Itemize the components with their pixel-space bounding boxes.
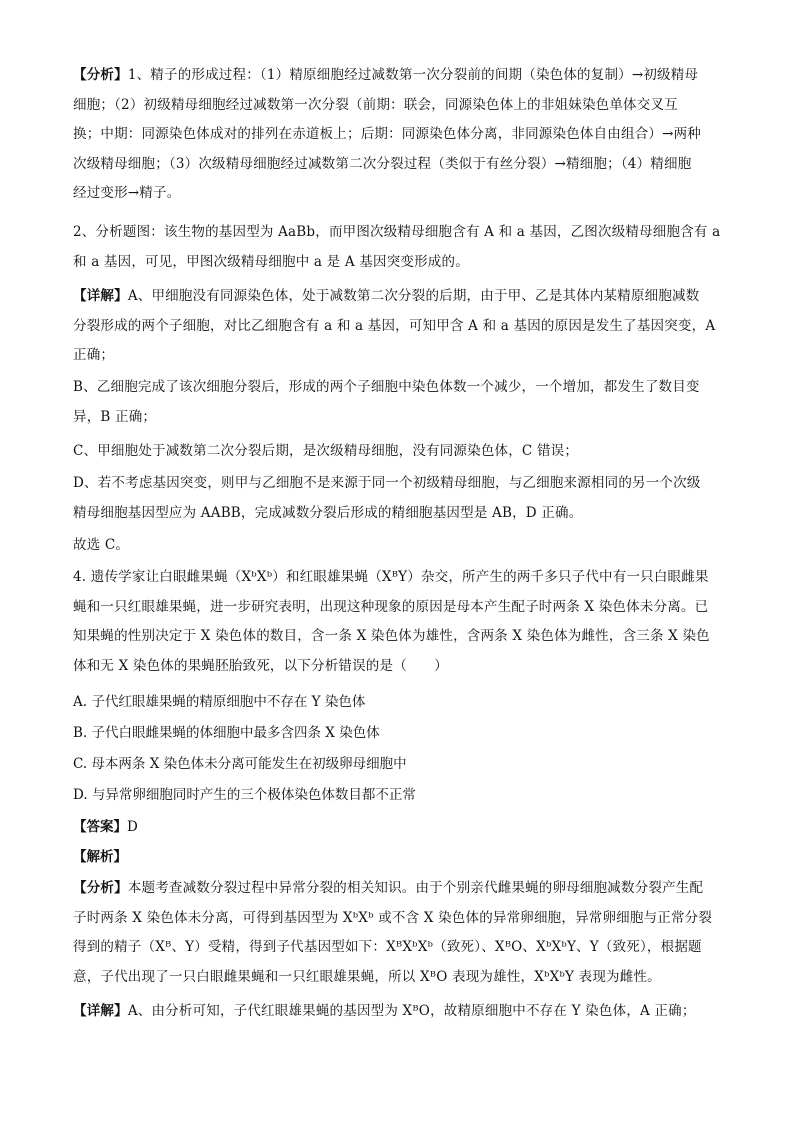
detail-2-paragraph xyxy=(73,997,723,1027)
text-line: 和 a 基因，可见，甲图次级精母细胞中 a 是 A 基因突变形成的。 xyxy=(73,253,469,270)
option-a: A. 子代红眼雄果蝇的精原细胞中不存在 Y 染色体 xyxy=(73,694,366,710)
question-4-stem xyxy=(73,563,723,681)
text-line: 1、精子的形成过程：（1）精原细胞经过减数第一次分裂前的间期（染色体的复制）→初级精母 xyxy=(127,67,699,83)
choice-conclusion xyxy=(73,531,723,561)
text-line: A、由分析可知，子代红眼雄果蝇的基因型为 XᴮO，故精原细胞中不存在 Y 染色体，A 正确； xyxy=(127,1003,696,1019)
text-line: 子时两条 X 染色体未分离，可得到基因型为 XᵇXᵇ 或不含 X 染色体的异常卵细胞，异常卵细胞与正常分裂 xyxy=(73,909,713,926)
text-line: C、甲细胞处于减数第二次分裂后期，是次级精母细胞，没有同源染色体，C 错误； xyxy=(73,443,579,459)
detail-tag: 【详解】 xyxy=(73,1003,128,1019)
text-line: 正确； xyxy=(73,347,115,363)
text-line: 次级精母细胞；（3）次级精母细胞经过减数第二次分裂过程（类似于有丝分裂）→精细胞；（4）精细胞 xyxy=(73,155,692,172)
detail-1-paragraph xyxy=(73,282,723,371)
analysis-tag: 【分析】 xyxy=(73,67,128,83)
text-line: 意，子代出现了一只白眼雌果蝇和一只红眼雄果蝇，所以 XᴮO 表现为雄性，XᵇXᵇY 表现为雌性。 xyxy=(73,968,661,985)
text-line: 换；中期：同源染色体成对的排列在赤道板上；后期：同源染色体分离，非同源染色体自由组合）→两种 xyxy=(73,126,702,142)
text-line: 体和无 X 染色体的果蝇胚胎致死，以下分析错误的是（ ） xyxy=(73,657,448,674)
option-d: D. 与异常卵细胞同时产生的三个极体染色体数目都不正常 xyxy=(73,787,416,803)
analysis-1-paragraph xyxy=(73,61,723,209)
option-c: C. 母本两条 X 染色体未分离可能发生在初级卵母细胞中 xyxy=(73,756,407,772)
text-line: 经过变形→精子。 xyxy=(73,185,181,201)
text-line: 得到的精子（Xᴮ、Y）受精，得到子代基因型如下：XᴮXᵇXᵇ（致死）、XᴮO、XᵇXᵇY、Y（致死），根据题 xyxy=(73,939,702,955)
jiexi-line xyxy=(73,843,127,873)
jiexi-tag: 【解析】 xyxy=(73,849,127,865)
text-line: 4. 遗传学家让白眼雌果蝇（XᵇXᵇ）和红眼雄果蝇（XᴮY）杂交，所产生的两千多只子代中有一只白眼雌果 xyxy=(73,569,709,585)
text-line: A、甲细胞没有同源染色体，处于减数第二次分裂的后期，由于甲、乙是其体内某精原细胞减数 xyxy=(127,288,700,304)
option-d-explanation xyxy=(73,469,723,528)
text-line: B、乙细胞完成了该次细胞分裂后，形成的两个子细胞中染色体数一个减少，一个增加，都发生了数目变 xyxy=(73,379,700,395)
text-line: 故选 C。 xyxy=(73,537,130,553)
text-line: 分裂形成的两个子细胞，对比乙细胞含有 a 和 a 基因，可知甲含 A 和 a 基因的原因是发生了基因突变，A xyxy=(73,317,716,334)
text-line: 精母细胞基因型应为 AABB，完成减数分裂后形成的精细胞基因型是 AB，D 正确。 xyxy=(73,504,583,521)
detail-tag: 【详解】 xyxy=(73,288,128,304)
answer-value: D xyxy=(127,819,138,835)
answer-line xyxy=(73,813,138,843)
text-line: 细胞；（2）初级精母细胞经过减数第一次分裂（前期：联会，同源染色体上的非姐妹染色单体交叉互 xyxy=(73,96,678,113)
text-line: 知果蝇的性别决定于 X 染色体的数目，含一条 X 染色体为雄性，含两条 X 染色体为雌性，含三条 X 染色 xyxy=(73,628,710,644)
text-line: 蝇和一只红眼雄果蝇，进一步研究表明，出现这种现象的原因是母本产生配子时两条 X 染色体未分离。已 xyxy=(73,598,709,615)
text-line: 2、分析题图：该生物的基因型为 AaBb，而甲图次级精母细胞含有 A 和 a 基因，乙图次级精母细胞含有 a xyxy=(73,224,721,240)
option-c-explanation xyxy=(73,437,723,467)
text-line: 异，B 正确； xyxy=(73,408,157,425)
analysis-tag: 【分析】 xyxy=(73,880,128,896)
answer-tag: 【答案】 xyxy=(73,819,127,835)
option-b: B. 子代白眼雌果蝇的体细胞中最多含四条 X 染色体 xyxy=(73,725,380,741)
text-line: 本题考查减数分裂过程中异常分裂的相关知识。由于个别亲代雌果蝇的卵母细胞减数分裂产生配 xyxy=(127,880,704,896)
option-b-explanation xyxy=(73,373,723,432)
analysis-3-paragraph xyxy=(73,874,723,992)
text-line: D、若不考虑基因突变，则甲与乙细胞不是来源于同一个初级精母细胞，与乙细胞来源相同的另一个次级 xyxy=(73,475,701,491)
analysis-2-paragraph xyxy=(73,218,723,277)
